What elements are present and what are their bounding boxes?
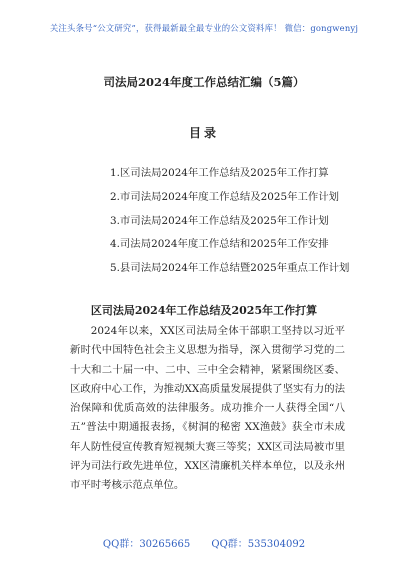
header-banner: 关注头条号“公文研究”，获得最新最全最专业的公文资料库！ 微信：gongwenyj [49, 23, 359, 33]
toc-item-5[interactable]: 5.县司法局2024年工作总结暨2025年重点工作计划 [110, 262, 350, 275]
footer-contact [0, 535, 408, 550]
document-title: 司法局2024年度工作总结汇编（5篇） [103, 75, 305, 89]
toc-heading: 目录 [188, 126, 219, 140]
section-title: 区司法局2024年工作总结及2025年工作打算 [90, 304, 318, 317]
qq-group-1: QQ群：30265665 [102, 539, 191, 550]
qq-group-2: QQ群：535304092 [211, 539, 306, 550]
toc-item-3[interactable]: 3.市司法局2024年工作总结及2025年工作计划 [110, 214, 329, 227]
toc-item-2[interactable]: 2.市司法局2024年度工作总结及2025年工作计划 [110, 190, 340, 203]
section-body-paragraph: 2024年以来，XX区司法局全体干部职工坚持以习近平新时代中国特色社会主义思想为指导，深入贯彻学习党的二十大和二十届一中、二中、三中全会精神，紧紧围绕区委、区政府中心工作，为推动XX高质量发展提供了坚实有力的法治保障和优质高效的法律服务。成功推介一人获得全国“八五”普法中期通报表扬，《树洞的秘密 XX渔鼓》获全市未成年人防性侵宣传教育短视频大赛三等奖；XX区司法局被市里评为司法行政先进单位，XX区清廉机关样本单位，以及永州市平时考核示范点单位。 [70, 325, 345, 492]
toc-item-4[interactable]: 4.司法局2024年度工作总结和2025年工作安排 [110, 238, 329, 251]
table-of-contents [110, 162, 390, 281]
toc-item-1[interactable]: 1.区司法局2024年工作总结及2025年工作打算 [110, 167, 329, 179]
